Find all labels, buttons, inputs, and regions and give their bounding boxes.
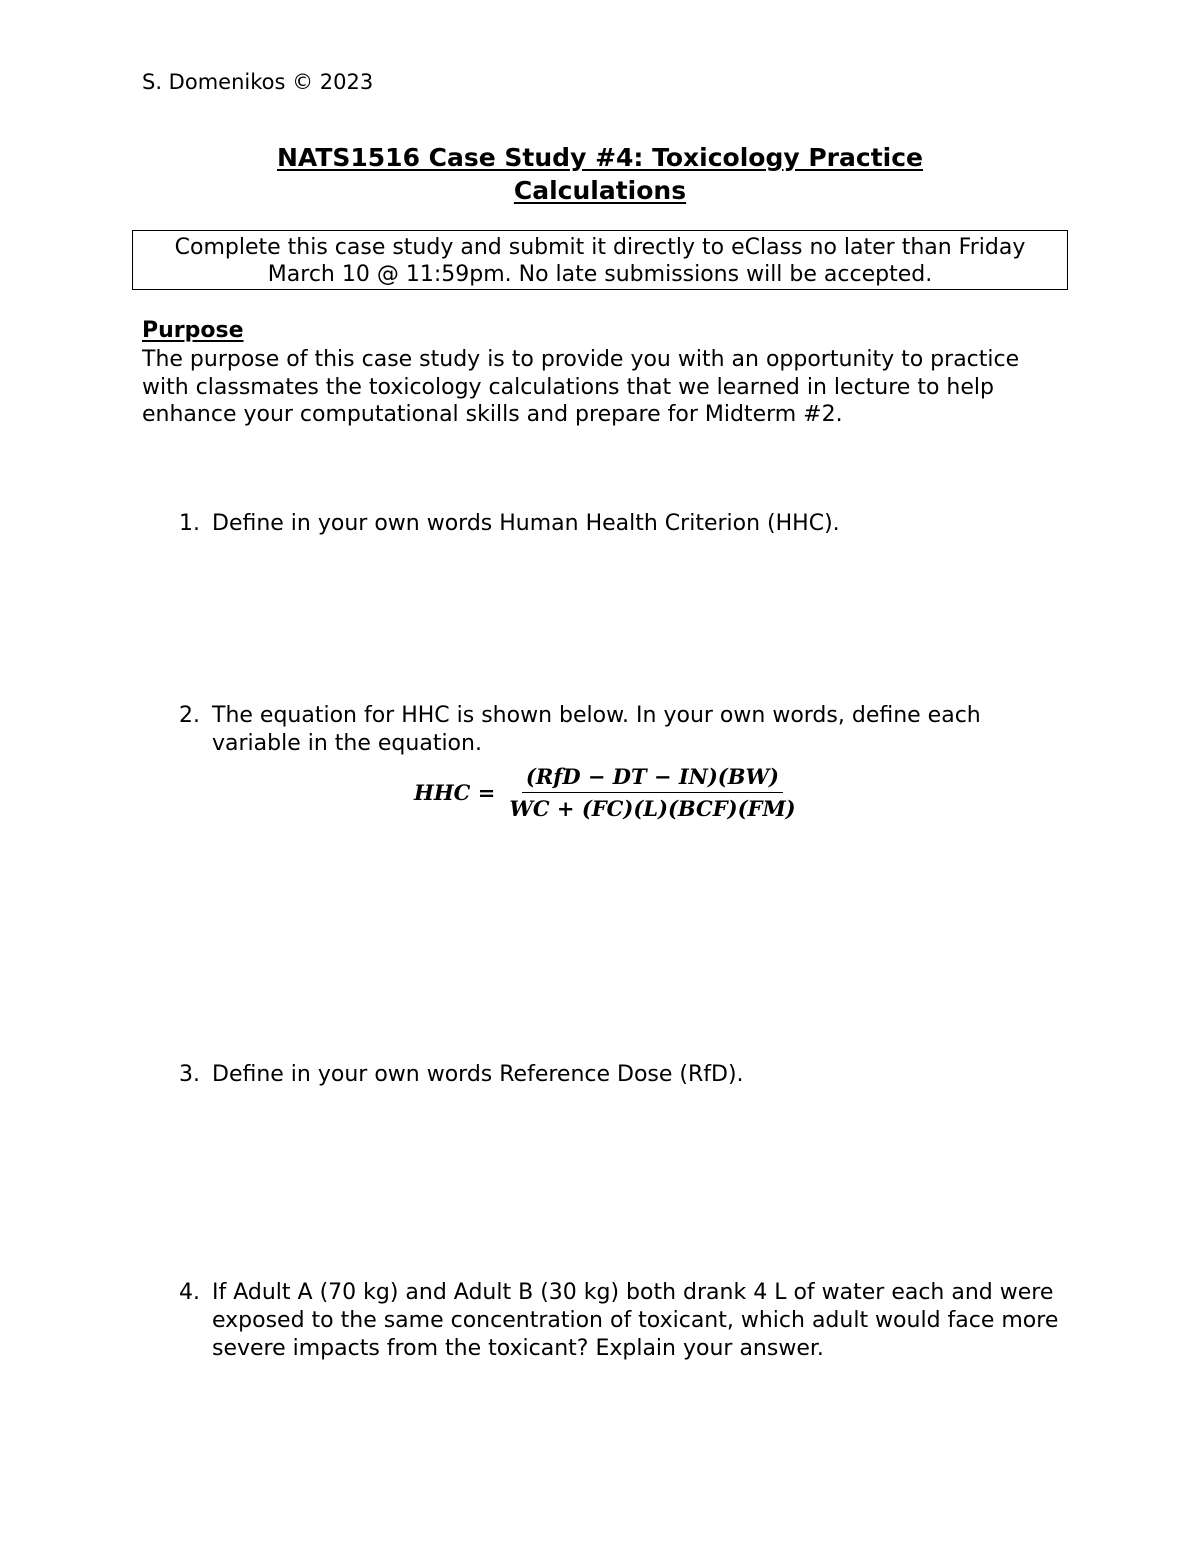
purpose-heading: Purpose <box>142 318 244 343</box>
question-4 <box>142 1279 1072 1363</box>
question-1 <box>142 510 1072 538</box>
hhc-equation <box>414 764 800 821</box>
notice-line-2: March 10 @ 11:59pm. No late submissions will be accepted. <box>267 262 933 287</box>
question-text: If Adult A (70 kg) and Adult B (30 kg) both drank 4 L of water each and were exposed to the same concentration of toxicant, which adult would face more severe impacts from the toxicant? Explain your answer. <box>212 1280 1059 1361</box>
title-line-1: NATS1516 Case Study #4: Toxicology Practice <box>277 143 923 172</box>
question-number: 4. <box>179 1280 200 1305</box>
equation-fraction <box>505 764 799 821</box>
equation-lhs: HHC = <box>414 780 496 805</box>
title-line-2: Calculations <box>513 176 687 205</box>
submission-notice-box <box>132 230 1068 290</box>
notice-line-1: Complete this case study and submit it directly to eClass no later than Friday <box>174 235 1026 260</box>
equation-denominator: WC + (FC)(L)(BCF)(FM) <box>509 796 796 821</box>
purpose-text: The purpose of this case study is to provide you with an opportunity to practice with classmates the toxicology calculations that we learned in lecture to help enhance your computational skills and prepare for Midterm #2. <box>142 347 1020 427</box>
question-number: 3. <box>179 1062 200 1087</box>
question-text: Define in your own words Reference Dose (RfD). <box>212 1062 744 1087</box>
question-text: Define in your own words Human Health Criterion (HHC). <box>212 511 840 536</box>
question-number: 1. <box>179 511 200 536</box>
question-number: 2. <box>179 703 200 728</box>
question-3 <box>142 1061 1072 1089</box>
author-copyright: S. Domenikos © 2023 <box>142 70 374 94</box>
question-text: The equation for HHC is shown below. In your own words, define each variable in the equation. <box>212 703 981 756</box>
question-2 <box>142 702 1072 758</box>
equation-numerator: (RfD − DT − IN)(BW) <box>522 764 783 793</box>
document-title <box>0 141 1200 207</box>
